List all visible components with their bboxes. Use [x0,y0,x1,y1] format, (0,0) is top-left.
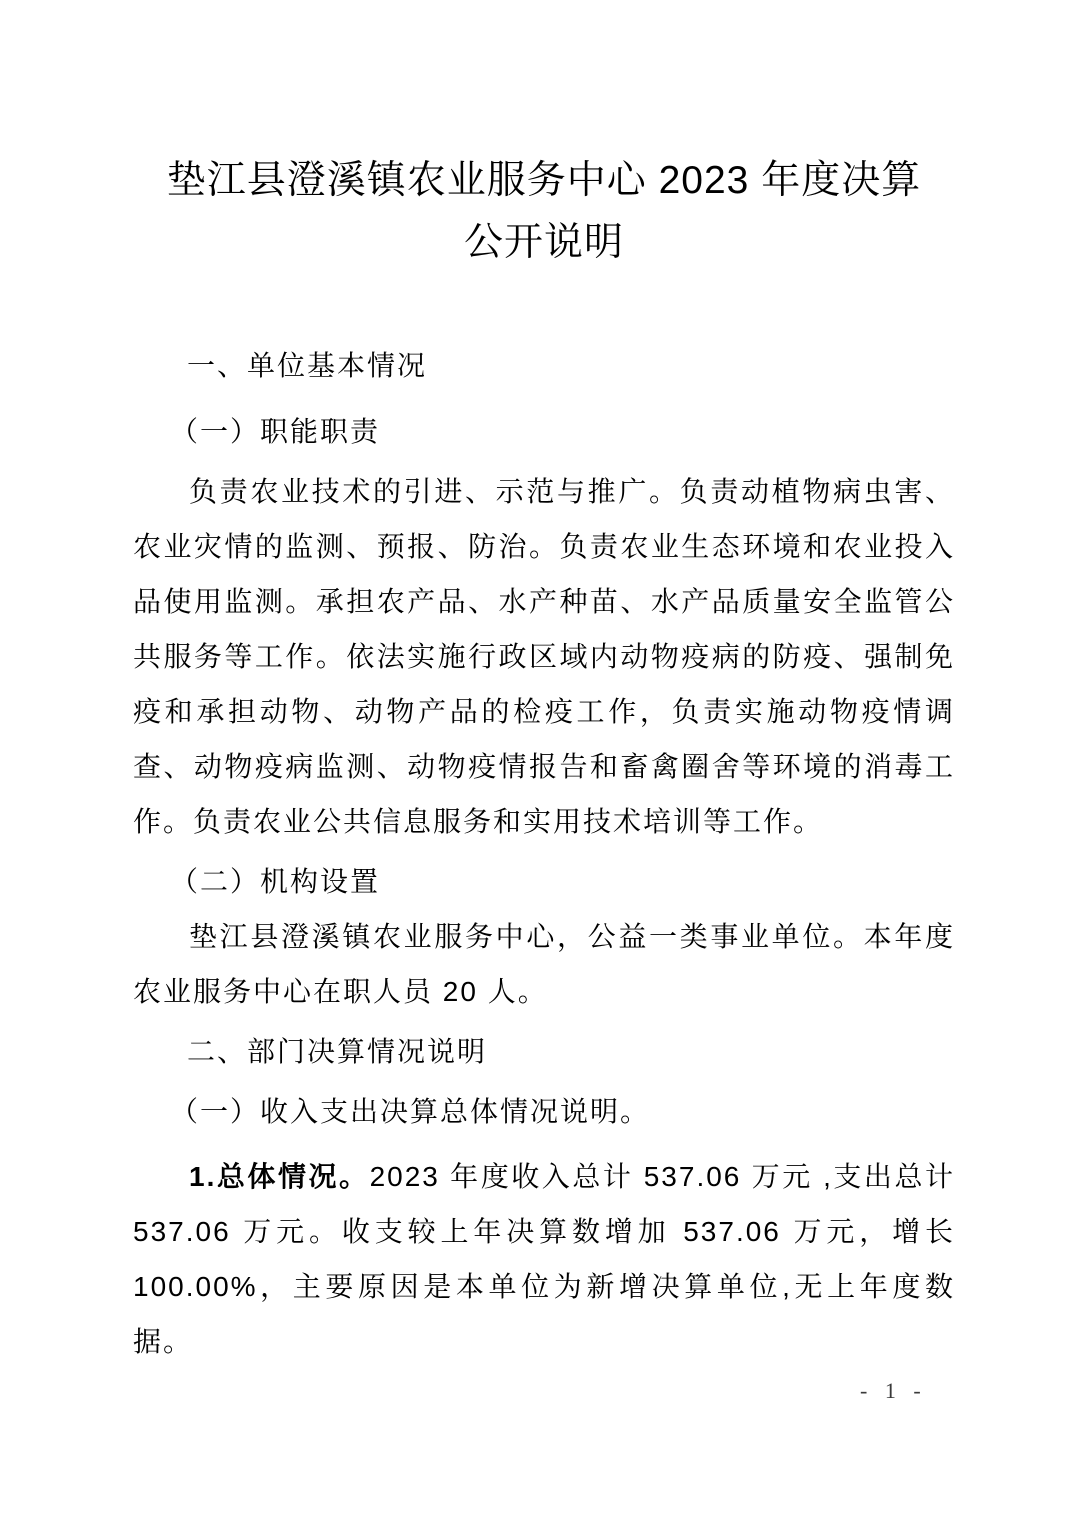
subsection-heading-structure: （二）机构设置 [170,866,381,897]
paragraph-overall-situation [133,1149,955,1369]
subsection-heading-duties: （一）职能职责 [170,416,381,447]
paragraph-duties: 负责农业技术的引进、示范与推广。负责动植物病虫害、农业灾情的监测、预报、防治。负责农业生态环境和农业投入品使用监测。承担农产品、水产种苗、水产品质量安全监管公共服务等工作。依法实施行政区域内动物疫病的防疫、强制免疫和承担动物、动物产品的检疫工作，负责实施动物疫情调查、动物疫病监测、动物疫情报告和畜禽圈舍等环境的消毒工作。负责农业公共信息服务和实用技术培训等工作。 [133,476,955,837]
paragraph-lead-overall: 1.总体情况。 [189,1161,370,1192]
section-heading-basic-info: 一、单位基本情况 [187,350,428,381]
document-title-line1: 垫江县澄溪镇农业服务中心 2023 年度决算 [166,159,922,202]
subsection-heading-income-expenditure: （一）收入支出决算总体情况说明。 [170,1096,651,1127]
page-number: - 1 - [860,1378,927,1403]
section-heading-final-accounts: 二、部门决算情况说明 [187,1036,488,1067]
paragraph-structure: 垫江县澄溪镇农业服务中心，公益一类事业单位。本年度农业服务中心在职人员 20 人。 [133,921,955,1007]
document-body [133,150,955,1369]
document-title-line2: 公开说明 [463,221,624,264]
paragraph-overall-text: 2023 年度收入总计 537.06 万元 ,支出总计 537.06 万元。收支较上年决算数增加 537.06 万元，增长 100.00%，主要原因是本单位为新增决算单位,无上年度数据。 [133,1161,955,1357]
document-title [133,150,955,274]
